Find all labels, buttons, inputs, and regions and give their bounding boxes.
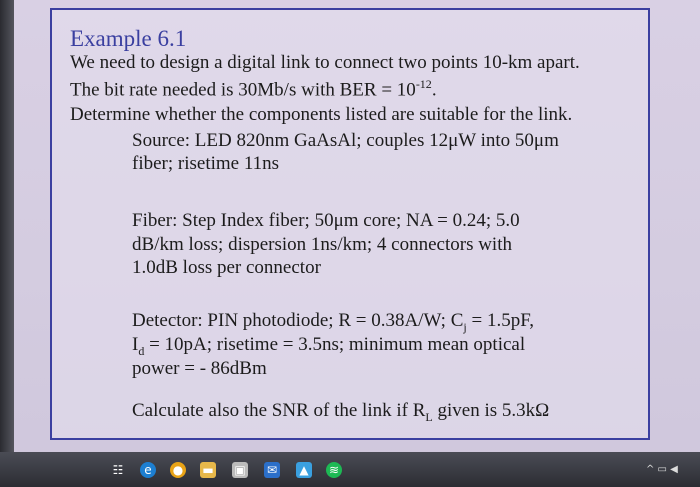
current-symbol: I <box>132 334 139 355</box>
capacitance-subscript: j <box>463 319 467 334</box>
fiber-line-1: Fiber: Step Index fiber; 50μm core; NA = 0.24; 5.0 <box>132 210 520 231</box>
photos-icon[interactable]: ▲ <box>296 462 312 478</box>
file-explorer-icon[interactable]: ▬ <box>200 462 216 478</box>
detector-line-3: power = - 86dBm <box>132 358 267 379</box>
task-view-icon[interactable]: ☷ <box>112 463 124 477</box>
detector-line-1-end: = 1.5pF, <box>466 310 534 331</box>
detector-line-1 <box>132 310 534 335</box>
intro-line-3: Determine whether the components listed are suitable for the link. <box>70 104 573 125</box>
mail-icon[interactable]: ✉ <box>264 462 280 478</box>
detector-line-2 <box>132 334 525 359</box>
source-line-1: Source: LED 820nm GaAsAl; couples 12μW into 50μm <box>132 130 559 151</box>
calculate-line <box>132 400 549 425</box>
edge-icon[interactable]: e <box>140 462 156 478</box>
source-line-2: fiber; risetime 11ns <box>132 153 280 174</box>
store-icon[interactable]: ▣ <box>232 462 248 478</box>
monitor-bezel <box>0 0 14 487</box>
spotify-icon[interactable]: ≋ <box>326 462 342 478</box>
current-subscript: d <box>138 343 145 358</box>
detector-line-1-text: Detector: PIN photodiode; R = 0.38A/W; C <box>132 310 464 331</box>
detector-line-2-text: = 10pA; risetime = 3.5ns; minimum mean optical <box>144 334 526 355</box>
ber-exponent: -12 <box>415 77 432 91</box>
system-tray[interactable]: ^ ▭ ◀ <box>646 464 678 475</box>
intro-line-2-end: . <box>431 79 437 101</box>
intro-line-1: We need to design a digital link to connect two points 10-km apart. <box>70 52 580 73</box>
taskbar <box>0 452 700 487</box>
slide-title: Example 6.1 <box>70 26 187 51</box>
intro-line-2 <box>70 77 437 101</box>
fiber-line-3: 1.0dB loss per connector <box>132 257 321 278</box>
calculate-end: given is 5.3kΩ <box>432 400 550 421</box>
intro-line-2-text: The bit rate needed is 30Mb/s with BER = 10 <box>70 79 416 101</box>
calculate-text: Calculate also the SNR of the link if R <box>132 400 426 421</box>
fiber-line-2: dB/km loss; dispersion 1ns/km; 4 connectors with <box>132 234 512 255</box>
chrome-icon[interactable]: ● <box>170 462 186 478</box>
load-subscript: L <box>425 409 433 424</box>
